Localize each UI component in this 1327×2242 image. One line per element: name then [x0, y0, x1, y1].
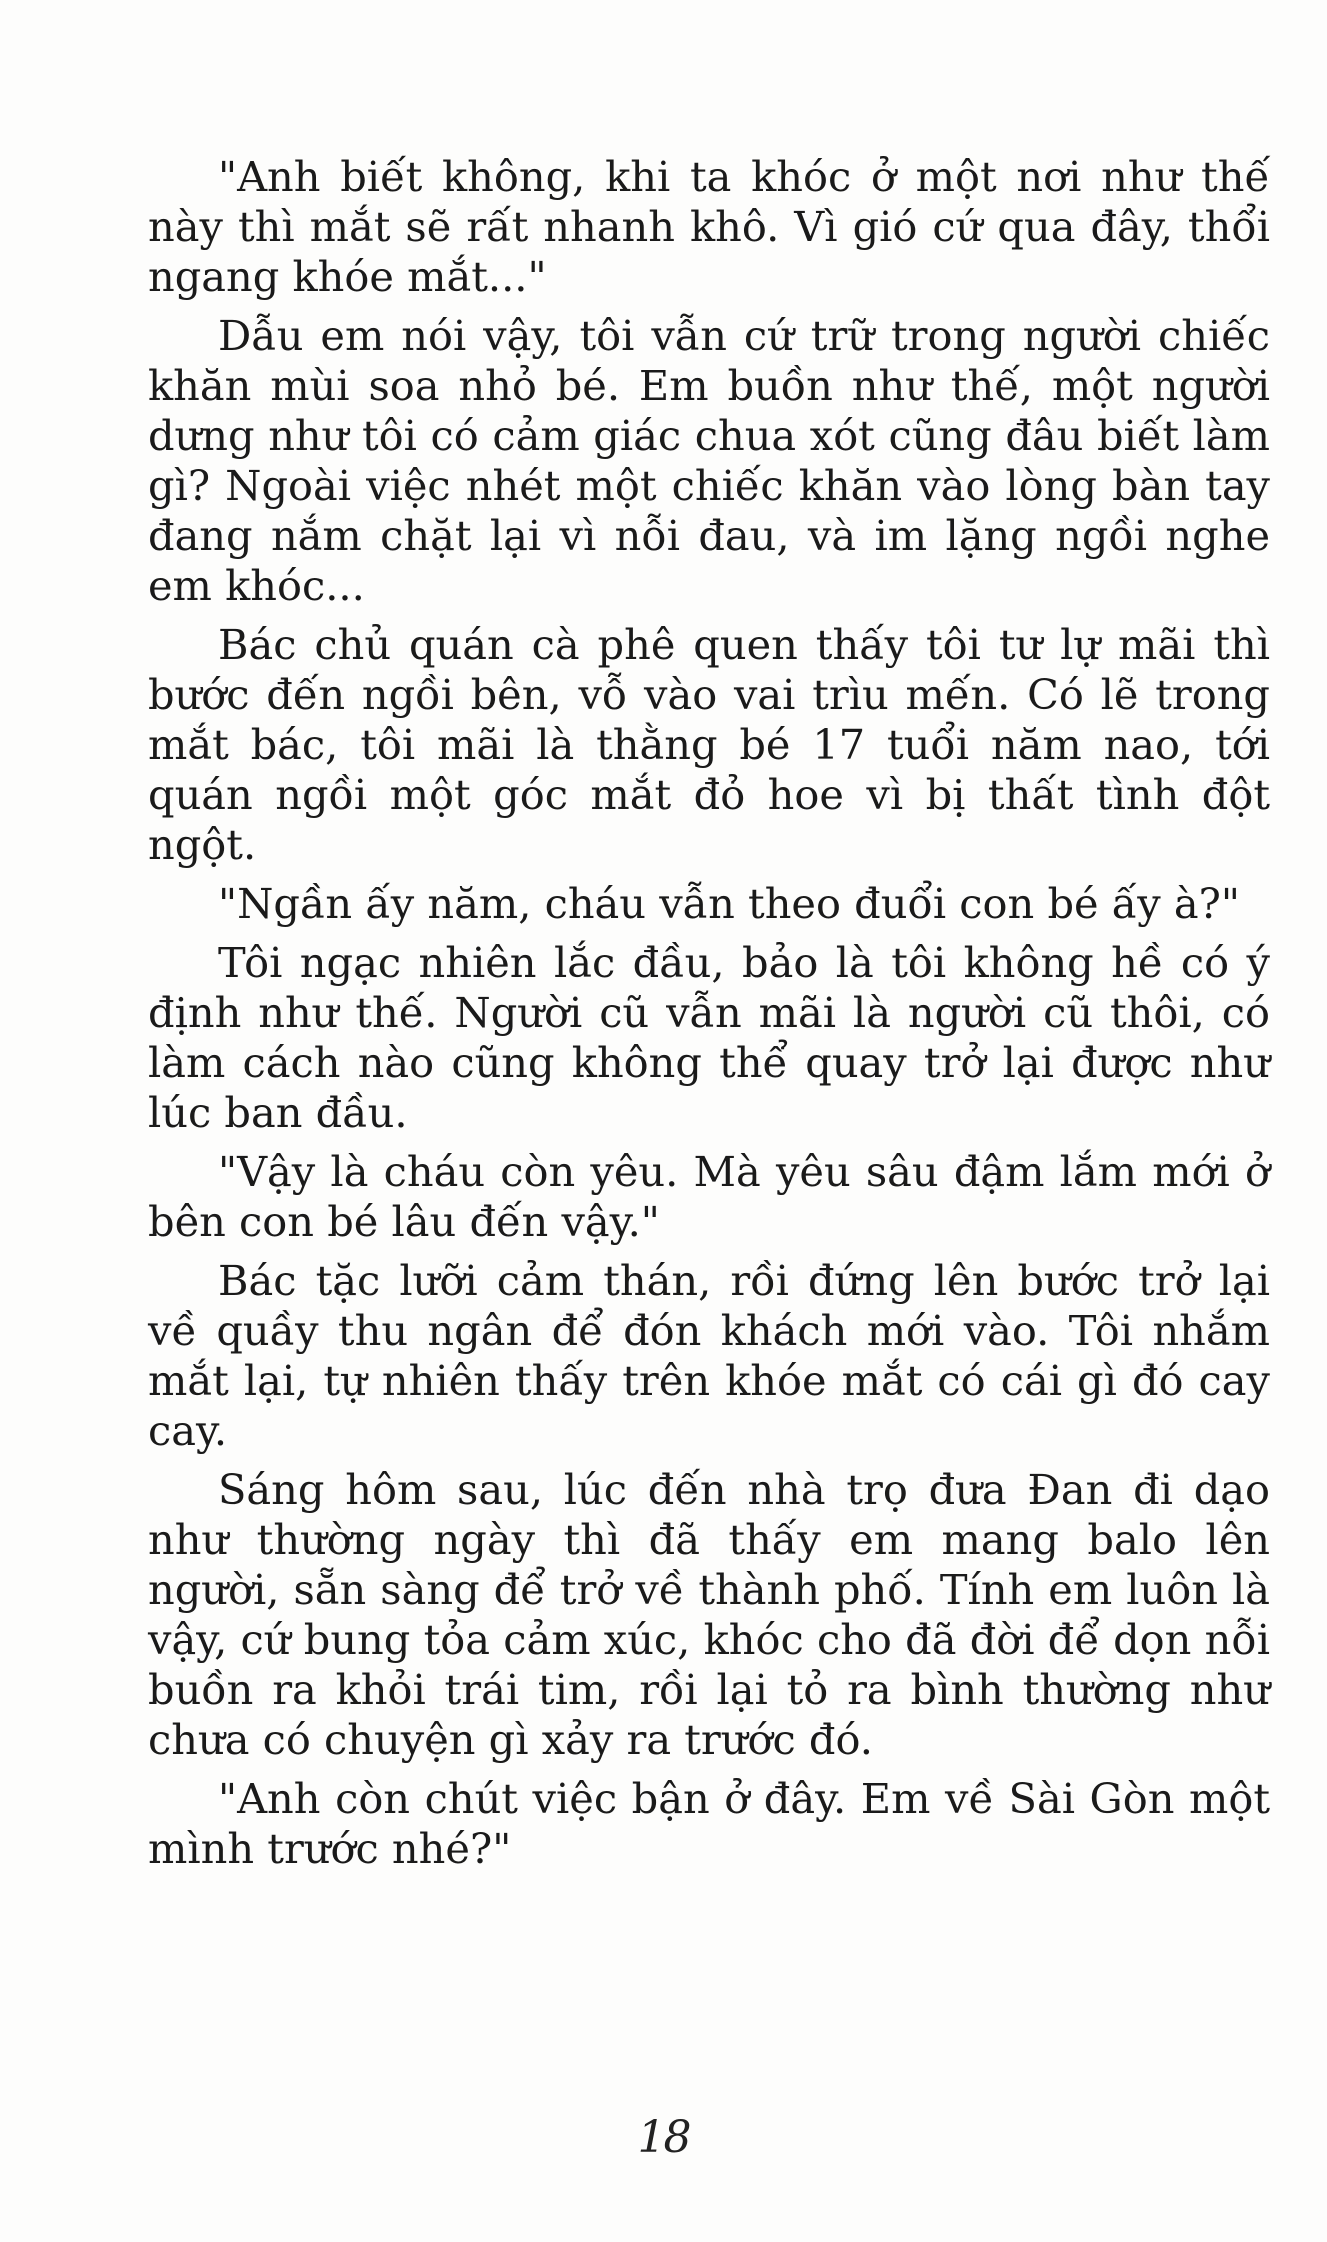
paragraph-9: "Anh còn chút việc bận ở đây. Em về Sài Gòn một mình trước nhé?"	[148, 1774, 1270, 1873]
paragraph-2: Dẫu em nói vậy, tôi vẫn cứ trữ trong người chiếc khăn mùi soa nhỏ bé. Em buồn như thế, một người dưng như tôi có cảm giác chua xót cũng đâu biết làm gì? Ngoài việc nhét một chiếc khăn vào lòng bàn tay đang nắm chặt lại vì nỗi đau, và im lặng ngồi nghe em khóc...	[148, 311, 1270, 610]
paragraph-4: "Ngần ấy năm, cháu vẫn theo đuổi con bé ấy à?"	[218, 879, 1240, 928]
paragraph-5: Tôi ngạc nhiên lắc đầu, bảo là tôi không hề có ý định như thế. Người cũ vẫn mãi là người cũ thôi, có làm cách nào cũng không thể quay trở lại được như lúc ban đầu.	[148, 938, 1270, 1137]
paragraph-1: "Anh biết không, khi ta khóc ở một nơi như thế này thì mắt sẽ rất nhanh khô. Vì gió cứ qua đây, thổi ngang khóe mắt..."	[148, 152, 1270, 301]
page-number: 18	[637, 2112, 690, 2163]
body-text	[148, 152, 1270, 1883]
paragraph-3: Bác chủ quán cà phê quen thấy tôi tư lự mãi thì bước đến ngồi bên, vỗ vào vai trìu mến. Có lẽ trong mắt bác, tôi mãi là thằng bé 17 tuổi năm nao, tới quán ngồi một góc mắt đỏ hoe vì bị thất tình đột ngột.	[148, 620, 1270, 869]
paragraph-8: Sáng hôm sau, lúc đến nhà trọ đưa Đan đi dạo như thường ngày thì đã thấy em mang balo lên người, sẵn sàng để trở về thành phố. Tính em luôn là vậy, cứ bung tỏa cảm xúc, khóc cho đã đời để dọn nỗi buồn ra khỏi trái tim, rồi lại tỏ ra bình thường như chưa có chuyện gì xảy ra trước đó.	[148, 1465, 1270, 1764]
paragraph-6: "Vậy là cháu còn yêu. Mà yêu sâu đậm lắm mới ở bên con bé lâu đến vậy."	[148, 1147, 1270, 1246]
paragraph-7: Bác tặc lưỡi cảm thán, rồi đứng lên bước trở lại về quầy thu ngân để đón khách mới vào. Tôi nhắm mắt lại, tự nhiên thấy trên khóe mắt có cái gì đó cay cay.	[148, 1256, 1270, 1455]
